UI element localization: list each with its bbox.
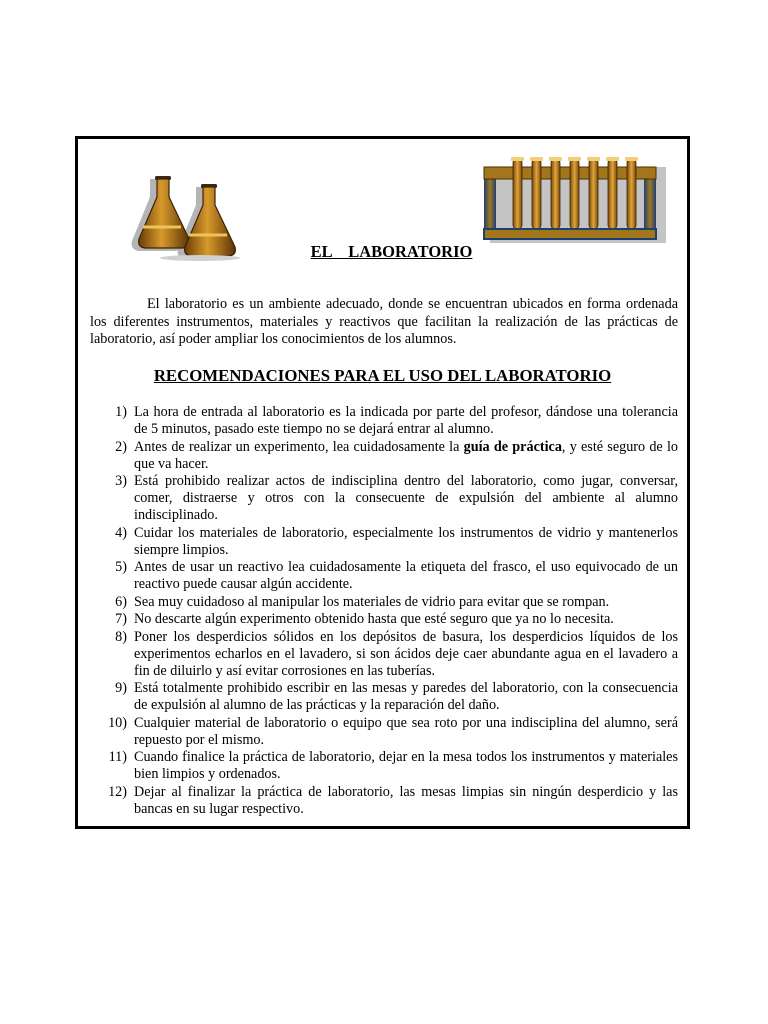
list-item <box>98 629 678 680</box>
list-item <box>98 404 678 438</box>
section-subtitle: RECOMENDACIONES PARA EL USO DEL LABORATORIO <box>153 366 612 385</box>
list-item <box>98 680 678 714</box>
list-item-text: Cualquier material de laboratorio o equipo que sea roto por una indisciplina del alumno, será repuesto por el mismo. <box>134 714 678 748</box>
list-item-text: La hora de entrada al laboratorio es la indicada por parte del profesor, dándose una tolerancia de 5 minutos, pasado este tiempo no se dejará entrar al alumno. <box>134 404 678 437</box>
list-item <box>98 559 678 593</box>
document-title: EL LABORATORIO <box>310 242 473 261</box>
list-item-number: 10) <box>108 714 127 731</box>
list-item-bold-text: guía de práctica <box>463 438 562 455</box>
list-item-text: Cuando finalice la práctica de laboratorio, dejar en la mesa todos los instrumentos y materiales bien limpios y ordenados. <box>134 749 678 782</box>
list-item <box>98 784 678 818</box>
list-item-text: Poner los desperdicios sólidos en los depósitos de basura, los desperdicios líquidos de los experimentos echarlos en el lavadero, si son ácidos deje caer abundante agua en el lavadero a fin de diluirlo y así evitar corrosiones en las tuberías. <box>134 628 678 679</box>
list-item-number: 9) <box>115 680 127 696</box>
test-tube-rack-image <box>480 157 668 245</box>
list-item-number: 3) <box>115 473 127 489</box>
list-item-number: 1) <box>115 404 127 420</box>
list-item-number: 8) <box>115 628 127 645</box>
list-item-text: Cuidar los materiales de laboratorio, especialmente los instrumentos de vidrio y mantenerlos siempre limpios. <box>134 524 678 558</box>
list-item <box>98 611 678 628</box>
list-item-text: Antes de usar un reactivo lea cuidadosamente la etiqueta del frasco, el uso equivocado de un reactivo puede causar algún accidente. <box>134 559 678 592</box>
list-item <box>98 473 678 524</box>
list-item-text: Está totalmente prohibido escribir en las mesas y paredes del laboratorio, con la consecuencia de expulsión al alumno de las prácticas y la reparación del daño. <box>134 680 678 713</box>
list-item-number: 2) <box>115 438 127 455</box>
list-item-text: , y esté seguro de lo que va hacer. <box>134 438 678 472</box>
list-item-text: No descarte algún experimento obtenido hasta que esté seguro que ya no lo necesita. <box>134 611 614 627</box>
list-item-text: Está prohibido realizar actos de indisciplina dentro del laboratorio, como jugar, conversar, comer, distraerse y otros con la consecuente de expulsión del ambiente al alumno indisciplinado. <box>134 473 678 523</box>
document-frame <box>75 136 690 829</box>
list-item-number: 6) <box>115 593 127 610</box>
list-item-number: 5) <box>115 559 127 575</box>
list-item <box>98 715 678 749</box>
list-item-number: 12) <box>108 783 127 800</box>
list-item <box>98 439 678 473</box>
list-item-text: Sea muy cuidadoso al manipular los materiales de vidrio para evitar que se rompan. <box>134 593 610 610</box>
list-item <box>98 525 678 559</box>
list-item-number: 11) <box>108 749 127 765</box>
intro-paragraph: El laboratorio es un ambiente adecuado, donde se encuentran ubicados en forma ordenada los diferentes instrumentos, materiales y reactivos que facilitan la realización de las prácticas de laboratorio, así poder ampliar los conocimientos de los alumnos. <box>90 296 678 347</box>
list-item-number: 7) <box>115 611 127 627</box>
list-item-text: Antes de realizar un experimento, lea cuidadosamente la <box>134 438 464 455</box>
list-item-text: Dejar al finalizar la práctica de laboratorio, las mesas limpias sin ningún desperdicio y las bancas en su lugar respectivo. <box>134 783 678 817</box>
list-item-number: 4) <box>115 524 127 541</box>
list-item <box>98 749 678 783</box>
list-item <box>98 594 678 611</box>
recommendations-list <box>98 404 678 818</box>
